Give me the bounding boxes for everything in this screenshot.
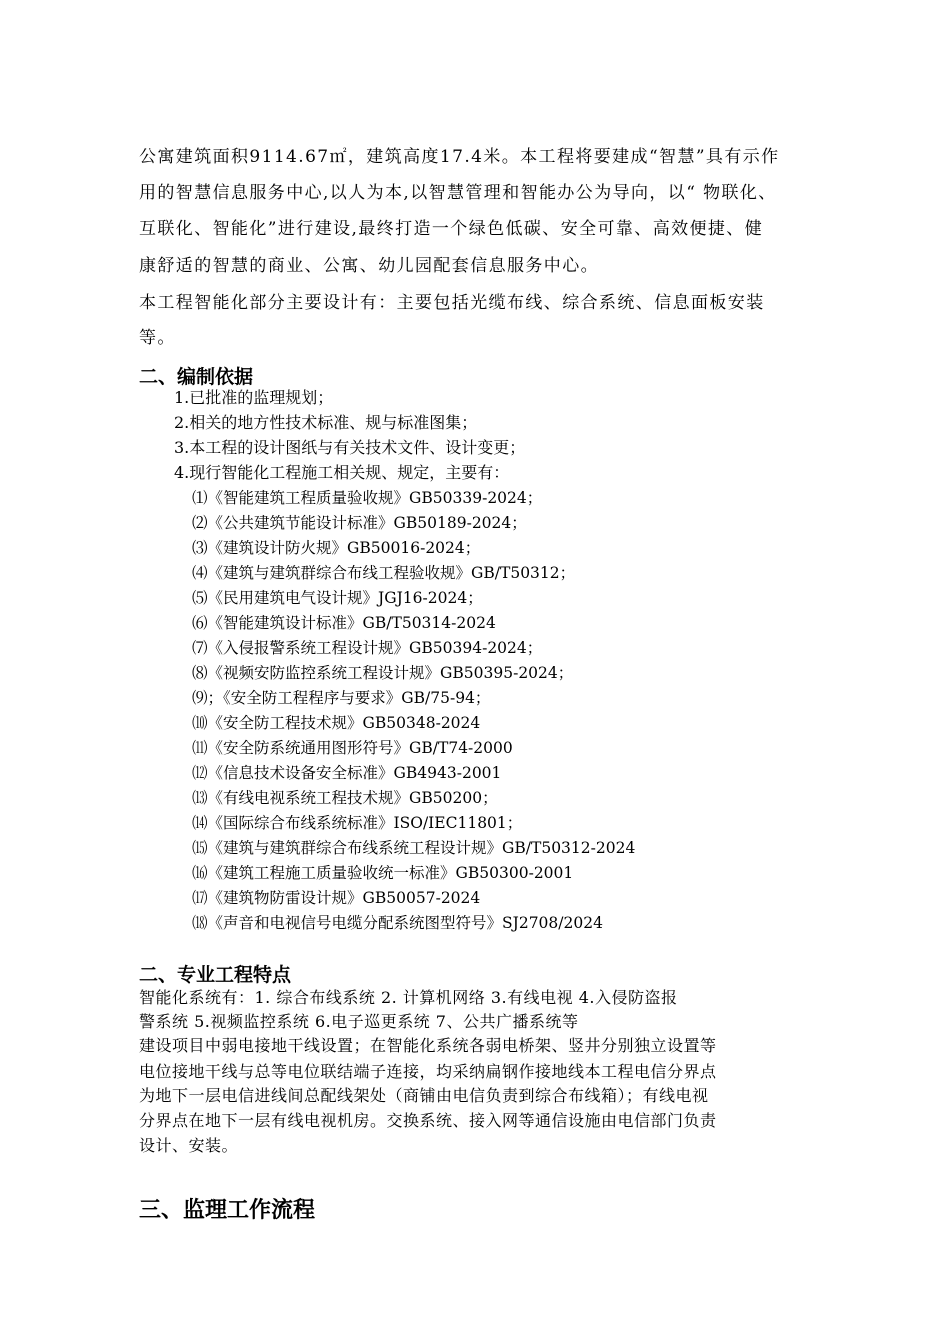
standard-item: ⒀《有线电视系统工程技术规》GB50200； (192, 789, 498, 807)
standard-item: ⒁《国际综合布线系统标准》ISO/IEC11801； (192, 814, 523, 832)
section-heading-basis: 二、编制依据 (139, 366, 254, 388)
standard-item: ⑴《智能建筑工程质量验收规》GB50339-2024； (192, 489, 543, 507)
standard-item: ⑵《公共建筑节能设计标准》GB50189-2024； (192, 514, 527, 532)
list-item: 2.相关的地方性技术标准、规与标准图集； (174, 413, 478, 432)
standard-item: ⑻《视频安防监控系统工程设计规》GB50395-2024； (192, 664, 574, 682)
standard-item: ⑿《信息技术设备安全标准》GB4943-2001 (192, 764, 502, 782)
features-line: 智能化系统有：1. 综合布线系统 2. 计算机网络 3.有线电视 4.入侵防盗报 (139, 988, 678, 1007)
intro-line: 本工程智能化部分主要设计有：主要包括光缆布线、综合系统、信息面板安装 (139, 293, 765, 313)
list-item: 1.已批准的监理规划； (174, 388, 334, 407)
intro-line: 互联化、智能化”进行建设,最终打造一个绿色低碳、安全可靠、高效便捷、健 (139, 219, 764, 239)
features-line: 警系统 5.视频监控系统 6.电子巡更系统 7、公共广播系统等 (139, 1012, 579, 1031)
standard-item: ⑼；《安全防工程程序与要求》GB/75-94； (192, 689, 491, 707)
section-heading-workflow: 三、监理工作流程 (139, 1198, 316, 1223)
standard-item: ⑽《安全防工程技术规》GB50348-2024 (192, 714, 481, 732)
list-item: 4.现行智能化工程施工相关规、规定，主要有： (174, 463, 510, 482)
features-line: 分界点在地下一层有线电视机房。交换系统、接入网等通信设施由电信部门负责 (139, 1111, 717, 1130)
intro-line: 康舒适的智慧的商业、公寓、幼儿园配套信息服务中心。 (139, 256, 599, 276)
features-line: 电位接地干线与总等电位联结端子连接，均采纳扁钢作接地线本工程电信分界点 (139, 1062, 717, 1081)
standard-item: ⒅《声音和电视信号电缆分配系统图型符号》SJ2708/2024 (192, 914, 603, 932)
standard-item: ⑹《智能建筑设计标准》GB/T50314-2024 (192, 614, 496, 632)
standard-item: ⑺《入侵报警系统工程设计规》GB50394-2024； (192, 639, 543, 657)
standard-item: ⑾《安全防系统通用图形符号》GB/T74-2000 (192, 739, 513, 757)
features-line: 建设项目中弱电接地干线设置；在智能化系统各弱电桥架、竖井分别独立设置等 (139, 1036, 717, 1055)
standard-item: ⒂《建筑与建筑群综合布线系统工程设计规》GB/T50312-2024 (192, 839, 636, 857)
standard-item: ⒄《建筑物防雷设计规》GB50057-2024 (192, 889, 481, 907)
section-heading-features: 二、专业工程特点 (139, 964, 292, 986)
features-line: 为地下一层电信进线间总配线架处（商铺由电信负责到综合布线箱）；有线电视 (139, 1086, 709, 1105)
standard-item: ⑸《民用建筑电气设计规》JGJ16-2024； (192, 589, 483, 607)
features-line: 设计、安装。 (139, 1136, 239, 1155)
intro-line: 等。 (139, 328, 176, 348)
list-item: 3.本工程的设计图纸与有关技术文件、设计变更； (174, 438, 526, 457)
intro-line: 公寓建筑面积9114.67㎡，建筑高度17.4米。本工程将要建成“智慧”具有示作 (139, 147, 780, 167)
intro-line: 用的智慧信息服务中心,以人为本,以智慧管理和智能办公为导向，以“ 物联化、 (139, 183, 777, 203)
standard-item: ⑷《建筑与建筑群综合布线工程验收规》GB/T50312； (192, 564, 576, 582)
standard-item: ⒃《建筑工程施工质量验收统一标准》GB50300-2001 (192, 864, 574, 882)
standard-item: ⑶《建筑设计防火规》GB50016-2024； (192, 539, 481, 557)
